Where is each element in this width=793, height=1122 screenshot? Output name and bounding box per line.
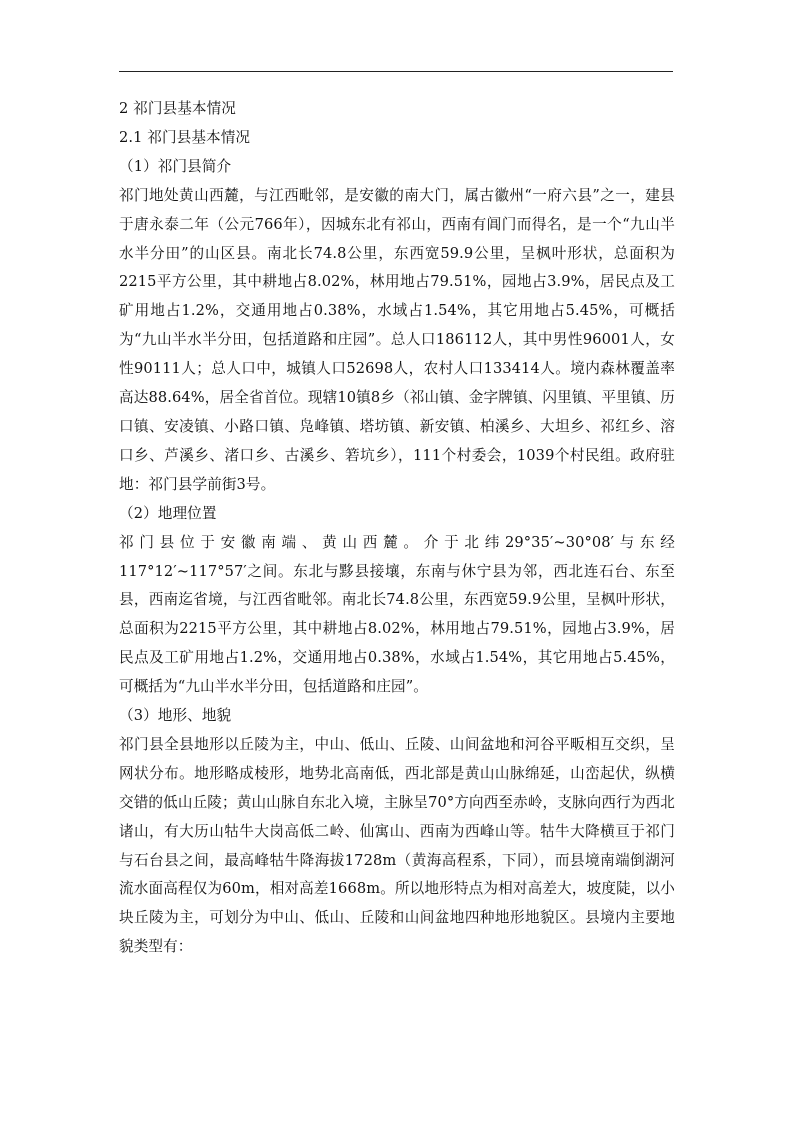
document-body [119, 95, 675, 962]
paragraph-terrain: 祁门县全县地形以丘陵为主，中山、低山、丘陵、山间盆地和河谷平畈相互交织，呈网状分布。地形略成棱形，地势北高南低，西北部是黄山山脉绵延，山峦起伏，纵横交错的低山丘陵；黄山山脉自东北入境，主脉呈70°方向西至赤岭，支脉向西行为西北诸山，有大历山牯牛大岗高低二岭、仙寓山、西南为西峰山等。牯牛大降横亘于祁门与石台县之间，最高峰牯牛降海拔1728m（黄海高程系，下同），而县境南端倒湖河流水面高程仅为60m，相对高差1668m。所以地形特点为相对高差大，坡度陡，以小块丘陵为主，可划分为中山、低山、丘陵和山间盆地四种地形地貌区。县境内主要地貌类型有： [119, 735, 675, 956]
block-heading-intro: （1）祁门县简介 [119, 157, 232, 175]
block-heading-location: （2）地理位置 [119, 504, 217, 522]
section-title: 2 祁门县基本情况 [119, 100, 236, 117]
header-rule [119, 71, 673, 72]
block-heading-terrain: （3）地形、地貌 [119, 707, 232, 725]
paragraph-intro: 祁门地处黄山西麓，与江西毗邻，是安徽的南大门，属古徽州“一府六县”之一，建县于唐永泰二年（公元766年），因城东北有祁山，西南有阊门而得名，是一个“九山半水半分田”的山区县。南北长74.8公里，东西宽59.9公里，呈枫叶形状，总面积为2215平方公里，其中耕地占8.02%，林用地占79.51%，园地占3.9%，居民点及工矿用地占1.2%，交通用地占0.38%，水域占1.54%，其它用地占5.45%，可概括为“九山半水半分田，包括道路和庄园”。总人口186112人，其中男性96001人，女性90111人；总人口中，城镇人口52698人，农村人口133414人。境内森林覆盖率高达88.64%，居全省首位。现辖10镇8乡（祁山镇、金字牌镇、闪里镇、平里镇、历口镇、安凌镇、小路口镇、凫峰镇、塔坊镇、新安镇、柏溪乡、大坦乡、祁红乡、溶口乡、芦溪乡、渚口乡、古溪乡、箬坑乡），111个村委会，1039个村民组。政府驻地：祁门县学前街3号。 [119, 186, 675, 493]
paragraph-location: 祁门县位于安徽南端、黄山西麓。介于北纬29°35′~30°08′与东经117°12′~117°57′之间。东北与黟县接壤，东南与休宁县为邻，西北连石台、东至县，西南迄省境，与江西省毗邻。南北长74.8公里，东西宽59.9公里，呈枫叶形状，总面积为2215平方公里，其中耕地占8.02%，林用地占79.51%，园地占3.9%，居民点及工矿用地占1.2%，交通用地占0.38%，水域占1.54%，其它用地占5.45%，可概括为“九山半水半分田，包括道路和庄园”。 [119, 533, 675, 696]
subsection-title: 2.1 祁门县基本情况 [119, 128, 251, 146]
